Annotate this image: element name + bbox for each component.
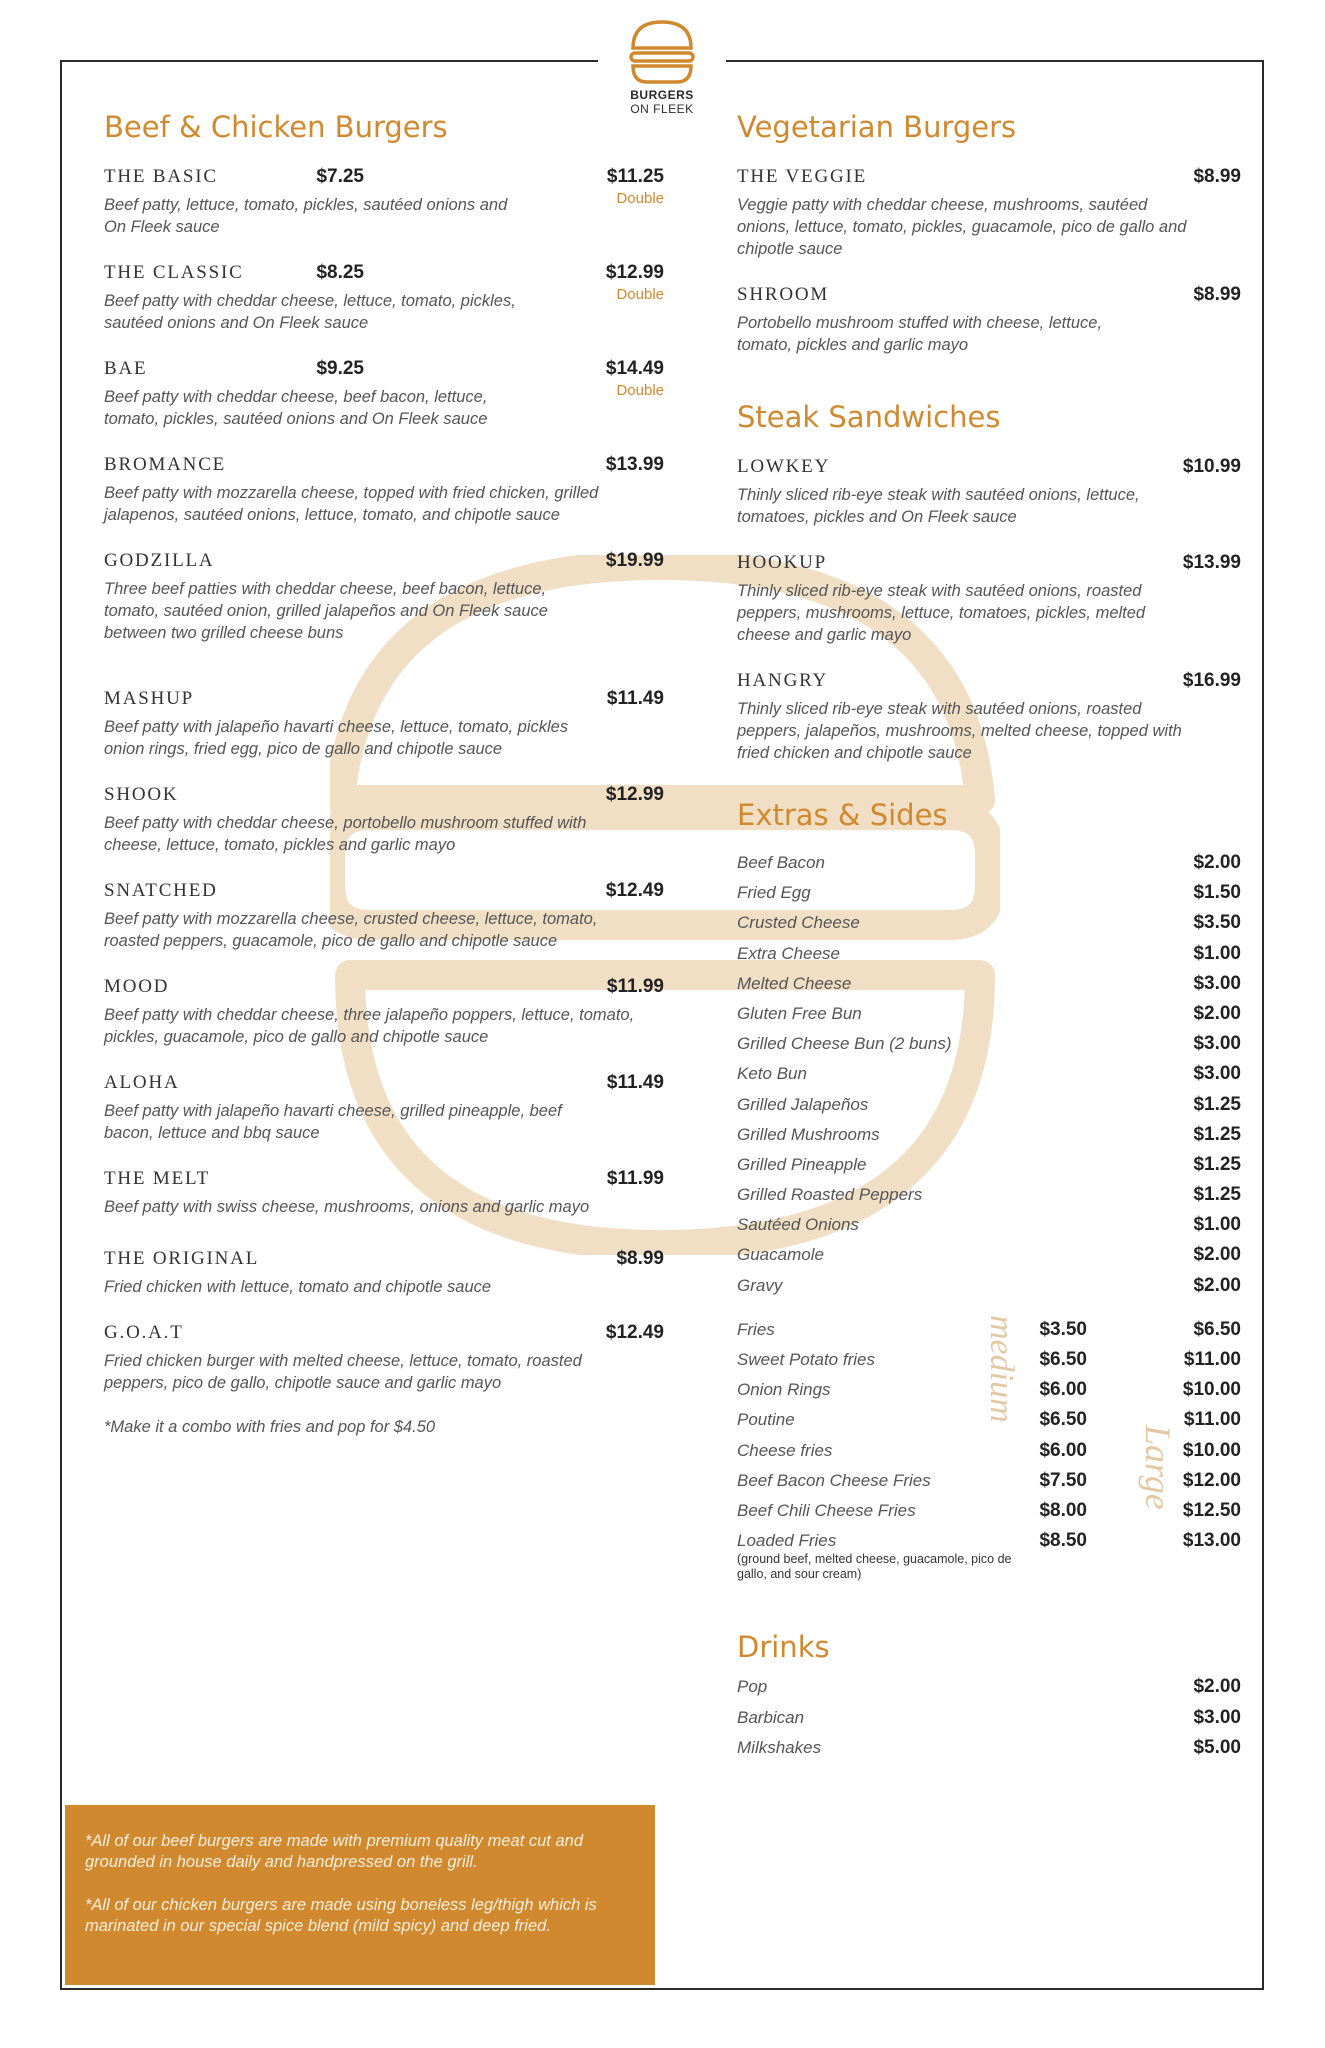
section-title-steak: Steak Sandwiches	[737, 400, 1001, 434]
drink-name: Milkshakes	[737, 1737, 822, 1757]
drinks-section	[737, 1630, 1241, 1763]
extra-price: $3.00	[1193, 1063, 1241, 1085]
side-large-price: $11.00	[1183, 1409, 1241, 1431]
menu-item-goat	[104, 1322, 664, 1394]
side-name: Fries	[737, 1319, 775, 1339]
item-price: $9.25	[316, 358, 364, 379]
item-name: ALOHA	[104, 1072, 180, 1093]
item-name: G.O.A.T	[104, 1322, 184, 1343]
extra-price: $3.00	[1193, 1033, 1241, 1055]
menu-item-the-veggie	[737, 166, 1241, 260]
item-price: $13.99	[1182, 552, 1241, 573]
item-price: $12.49	[605, 880, 664, 901]
item-name: BAE	[104, 358, 148, 379]
sides-list	[737, 1315, 1241, 1583]
loaded-fries-note: (ground beef, melted cheese, guacamole, pico de gallo, and sour cream)	[737, 1552, 1012, 1582]
extra-item	[737, 1090, 1241, 1120]
side-medium-price: $3.50	[1039, 1318, 1087, 1340]
item-description: Beef patty, lettuce, tomato, pickles, sautéed onions and On Fleek sauce	[104, 196, 508, 236]
menu-item-hookup	[737, 552, 1241, 646]
extra-item	[737, 999, 1241, 1029]
menu-item-the-classic	[104, 262, 664, 334]
extra-name: Keto Bun	[737, 1064, 807, 1084]
extra-item	[737, 1240, 1241, 1270]
side-item	[737, 1436, 1241, 1466]
item-price: $11.99	[606, 1168, 664, 1189]
extra-item	[737, 848, 1241, 878]
extra-name: Grilled Cheese Bun (2 buns)	[737, 1034, 952, 1054]
side-medium-price: $8.00	[1039, 1499, 1087, 1521]
brand-name-line1: BURGERS	[630, 88, 694, 102]
item-price: $8.99	[616, 1248, 664, 1269]
side-medium-price: $8.50	[1039, 1530, 1087, 1552]
side-name: Poutine	[737, 1410, 795, 1430]
extra-price: $2.00	[1193, 1002, 1241, 1024]
side-item	[737, 1466, 1241, 1496]
extra-name: Gluten Free Bun	[737, 1003, 862, 1023]
drink-item	[737, 1672, 1241, 1702]
item-name: HANGRY	[737, 670, 829, 691]
side-name: Onion Rings	[737, 1380, 831, 1400]
item-description: Beef patty with cheddar cheese, three jalapeño poppers, lettuce, tomato, pickles, guacamole, pico de gallo and chipotle sauce	[104, 1006, 635, 1046]
extra-price: $1.00	[1193, 1214, 1241, 1236]
side-large-price: $12.50	[1182, 1499, 1241, 1521]
item-description: Fried chicken with lettuce, tomato and chipotle sauce	[104, 1278, 492, 1296]
double-label: Double	[616, 190, 664, 207]
extra-name: Grilled Jalapeños	[737, 1094, 869, 1114]
side-large-price: $10.00	[1182, 1379, 1241, 1401]
side-medium-price: $7.50	[1039, 1469, 1087, 1491]
item-description: Beef patty with cheddar cheese, lettuce, tomato, pickles, sautéed onions and On Fleek sauce	[104, 292, 516, 332]
item-price: $10.99	[1182, 456, 1241, 477]
extra-name: Sautéed Onions	[737, 1215, 859, 1235]
side-name: Beef Bacon Cheese Fries	[737, 1470, 931, 1490]
side-name: Cheese fries	[737, 1440, 833, 1460]
extra-price: $2.00	[1193, 852, 1241, 873]
side-item	[737, 1375, 1241, 1405]
menu-item-shook	[104, 784, 664, 856]
item-description: Beef patty with mozzarella cheese, crusted cheese, lettuce, tomato, roasted peppers, guacamole, pico de gallo and chipotle sauce	[104, 910, 598, 950]
extra-name: Guacamole	[737, 1245, 824, 1265]
item-price: $11.99	[606, 976, 664, 997]
extra-item	[737, 908, 1241, 938]
item-name: THE MELT	[104, 1168, 211, 1189]
extra-price: $1.00	[1193, 942, 1241, 964]
menu-item-the-basic	[104, 166, 664, 238]
menu-item-shroom	[737, 284, 1241, 356]
item-price: $8.99	[1193, 166, 1241, 187]
side-large-price: $13.00	[1182, 1530, 1241, 1552]
item-name: SHOOK	[104, 784, 179, 805]
drink-item	[737, 1733, 1241, 1763]
extra-price: $3.50	[1193, 912, 1241, 934]
menu-item-snatched	[104, 880, 664, 952]
extra-price: $1.25	[1193, 1093, 1241, 1115]
menu-item-bae	[104, 358, 664, 430]
size-label-medium: medium	[983, 1314, 1020, 1423]
brand-name-line2: ON FLEEK	[630, 102, 694, 116]
item-description: Beef patty with cheddar cheese, portobello mushroom stuffed with cheese, lettuce, tomato, pickles and garlic mayo	[104, 814, 587, 854]
beef-quality-note: *All of our beef burgers are made with premium quality meat cut and grounded in house daily and handpressed on the grill.	[85, 1832, 583, 1871]
item-name: LOWKEY	[737, 456, 831, 477]
drink-price: $5.00	[1193, 1736, 1241, 1758]
item-double-price: $11.25	[606, 166, 664, 187]
item-double-price: $12.99	[605, 262, 664, 283]
item-price: $12.99	[605, 784, 664, 805]
item-price: $19.99	[605, 550, 664, 571]
section-title-drinks: Drinks	[737, 1630, 830, 1665]
extra-price: $1.25	[1193, 1123, 1241, 1145]
side-name: Beef Chili Cheese Fries	[737, 1500, 916, 1520]
combo-note: *Make it a combo with fries and pop for $4.50	[104, 1418, 436, 1436]
item-price: $11.49	[606, 688, 664, 709]
side-medium-price: $6.00	[1039, 1379, 1087, 1401]
item-description: Portobello mushroom stuffed with cheese, lettuce, tomato, pickles and garlic mayo	[737, 314, 1103, 354]
item-description: Beef patty with swiss cheese, mushrooms, onions and garlic mayo	[104, 1198, 590, 1216]
side-item	[737, 1315, 1241, 1345]
menu-item-lowkey	[737, 456, 1241, 528]
extra-item	[737, 1180, 1241, 1210]
item-price: $8.25	[316, 262, 364, 283]
extra-price: $2.00	[1193, 1274, 1241, 1296]
extra-name: Extra Cheese	[737, 943, 840, 963]
extra-item	[737, 878, 1241, 908]
side-medium-price: $6.00	[1039, 1439, 1087, 1461]
double-label: Double	[616, 382, 664, 399]
extra-price: $2.00	[1193, 1244, 1241, 1266]
extra-name: Fried Egg	[737, 883, 811, 903]
side-item	[737, 1496, 1241, 1526]
side-large-price: $6.50	[1193, 1318, 1241, 1340]
item-name: HOOKUP	[737, 552, 827, 573]
section-title-beef-chicken: Beef & Chicken Burgers	[104, 110, 448, 144]
item-price: $13.99	[605, 454, 664, 475]
drink-item	[737, 1703, 1241, 1733]
side-large-price: $10.00	[1182, 1439, 1241, 1461]
menu-item-mashup	[104, 688, 664, 760]
item-description: Thinly sliced rib-eye steak with sautéed onions, lettuce, tomatoes, pickles and On Fleek sauce	[737, 486, 1140, 526]
right-column	[737, 110, 1241, 1763]
extra-price: $1.25	[1193, 1153, 1241, 1175]
item-description: Beef patty with jalapeño havarti cheese, lettuce, tomato, pickles onion rings, fried egg, pico de gallo and chipotle sauce	[104, 718, 569, 758]
menu-item-the-original	[104, 1248, 664, 1298]
item-description: Beef patty with mozzarella cheese, topped with fried chicken, grilled jalapenos, sautéed onions, lettuce, tomato, and chipotle sauce	[104, 484, 599, 524]
double-label: Double	[616, 286, 664, 303]
item-price: $12.49	[605, 1322, 664, 1343]
drink-name: Barbican	[737, 1707, 805, 1727]
chicken-quality-note: *All of our chicken burgers are made using boneless leg/thigh which is marinated in our special spice blend (mild spicy) and deep fried.	[85, 1896, 597, 1935]
extra-item	[737, 1120, 1241, 1150]
extra-item	[737, 939, 1241, 969]
quality-notes-box	[65, 1805, 655, 1985]
menu-item-the-melt	[104, 1168, 664, 1218]
extra-name: Melted Cheese	[737, 973, 852, 993]
extra-price: $3.00	[1193, 972, 1241, 994]
item-description: Beef patty with cheddar cheese, beef bacon, lettuce, tomato, pickles, sautéed onions and On Fleek sauce	[104, 388, 488, 428]
item-name: GODZILLA	[104, 550, 215, 571]
item-description: Fried chicken burger with melted cheese, lettuce, tomato, roasted peppers, pico de gallo, chipotle sauce and garlic mayo	[104, 1352, 582, 1392]
menu-item-godzilla	[104, 550, 664, 644]
extra-name: Grilled Roasted Peppers	[737, 1185, 923, 1205]
item-price: $11.49	[606, 1072, 664, 1093]
item-price: $7.25	[316, 166, 364, 187]
menu-item-aloha	[104, 1072, 664, 1144]
item-name: BROMANCE	[104, 454, 227, 475]
item-description: Thinly sliced rib-eye steak with sautéed onions, roasted peppers, jalapeños, mushrooms, melted cheese, topped with fried chicken and chipotle sauce	[737, 700, 1182, 762]
extra-name: Grilled Pineapple	[737, 1154, 867, 1174]
item-description: Veggie patty with cheddar cheese, mushrooms, sautéed onions, lettuce, tomato, pickles, guacamole, pico de gallo and chipotle sauce	[737, 196, 1187, 258]
side-item	[737, 1345, 1241, 1375]
extra-name: Crusted Cheese	[737, 913, 860, 933]
extra-item	[737, 1029, 1241, 1059]
extra-item	[737, 1210, 1241, 1240]
beef-chicken-section	[104, 110, 664, 1437]
drink-price: $3.00	[1193, 1706, 1241, 1728]
section-title-vegetarian: Vegetarian Burgers	[737, 110, 1017, 144]
side-large-price: $12.00	[1182, 1469, 1241, 1491]
menu-item-hangry	[737, 670, 1241, 764]
size-label-large: Large	[1138, 1424, 1178, 1510]
drink-name: Pop	[737, 1677, 768, 1697]
side-medium-price: $6.50	[1039, 1409, 1087, 1431]
section-title-extras: Extras & Sides	[737, 798, 948, 832]
menu-item-bromance	[104, 454, 664, 526]
item-name: THE BASIC	[104, 166, 218, 187]
item-price: $8.99	[1193, 284, 1241, 305]
extra-name: Gravy	[737, 1275, 783, 1295]
extra-item	[737, 969, 1241, 999]
item-name: THE CLASSIC	[104, 262, 244, 283]
side-name: Sweet Potato fries	[737, 1350, 875, 1369]
extra-price: $1.50	[1193, 882, 1241, 904]
menu-item-mood	[104, 976, 664, 1048]
side-name: Loaded Fries	[737, 1531, 837, 1551]
drink-price: $2.00	[1193, 1676, 1241, 1698]
item-description: Beef patty with jalapeño havarti cheese, grilled pineapple, beef bacon, lettuce and bbq sauce	[104, 1102, 562, 1142]
item-name: SNATCHED	[104, 880, 218, 901]
item-name: SHROOM	[737, 284, 830, 305]
extra-item	[737, 1271, 1241, 1301]
item-name: THE VEGGIE	[737, 166, 868, 187]
side-medium-price: $6.50	[1039, 1349, 1087, 1370]
extra-name: Grilled Mushrooms	[737, 1124, 880, 1144]
side-item	[737, 1526, 1241, 1556]
extra-price: $1.25	[1193, 1184, 1241, 1206]
side-item	[737, 1405, 1241, 1435]
item-name: MASHUP	[104, 688, 194, 709]
extras-list	[737, 848, 1241, 1301]
item-name: MOOD	[104, 976, 170, 997]
extra-name: Beef Bacon	[737, 853, 825, 872]
burger-logo-icon	[627, 18, 697, 86]
item-name: THE ORIGINAL	[104, 1248, 260, 1269]
item-double-price: $14.49	[605, 358, 664, 379]
item-description: Three beef patties with cheddar cheese, beef bacon, lettuce, tomato, sautéed onion, grilled jalapeños and On Fleek sauce between two grilled cheese buns	[104, 580, 548, 642]
extra-item	[737, 1059, 1241, 1089]
item-description: Thinly sliced rib-eye steak with sautéed onions, roasted peppers, mushrooms, lettuce, tomatoes, pickles, melted cheese and garlic mayo	[737, 582, 1146, 644]
side-large-price: $11.00	[1183, 1349, 1241, 1370]
extra-item	[737, 1150, 1241, 1180]
item-price: $16.99	[1182, 670, 1241, 691]
